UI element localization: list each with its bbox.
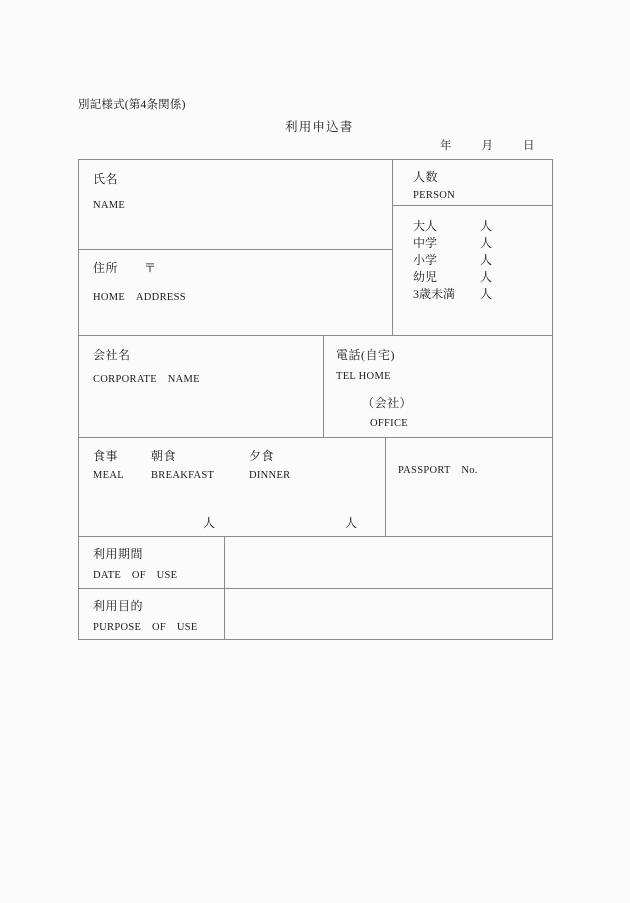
name-label-en: NAME [93, 200, 126, 211]
date-of-use-label-en: DATE OF USE [93, 570, 178, 581]
purpose-of-use-label-jp: 利用目的 [93, 599, 144, 613]
cell-address[interactable] [79, 250, 393, 336]
cell-person-header [393, 160, 553, 206]
cell-date-of-use-label [79, 537, 225, 589]
form-code: 別記様式(第4条関係) [78, 99, 186, 111]
person-label-en: PERSON [413, 190, 456, 201]
date-month-label: 月 [481, 140, 493, 152]
application-table [78, 159, 553, 640]
person-count-unit: 人 [480, 270, 493, 284]
person-count-label: 中学 [413, 236, 438, 250]
tel-office-label-en: OFFICE [370, 418, 408, 429]
tel-home-label-en: TEL HOME [336, 371, 391, 382]
dinner-label-en: DINNER [249, 470, 291, 481]
meal-label-en: MEAL [93, 470, 124, 481]
meal-label-jp: 食事 [93, 449, 119, 463]
postal-mark: 〒 [144, 261, 157, 275]
breakfast-unit: 人 [203, 516, 216, 530]
page-title: 利用申込書 [285, 120, 354, 134]
date-of-use-label-jp: 利用期間 [93, 547, 144, 561]
corporate-label-jp: 会社名 [93, 348, 131, 362]
dinner-unit: 人 [345, 516, 358, 530]
cell-corporate-name[interactable] [79, 336, 324, 438]
person-count-unit: 人 [480, 236, 493, 250]
date-year-label: 年 [440, 140, 452, 152]
person-label-jp: 人数 [413, 170, 439, 184]
address-label-jp: 住所 [93, 261, 119, 275]
date-day-label: 日 [523, 140, 535, 152]
date-line [440, 137, 535, 153]
person-count-label: 幼児 [413, 270, 438, 284]
tel-home-label-jp: 電話(自宅) [336, 348, 395, 362]
cell-date-of-use-value[interactable] [225, 537, 553, 589]
person-count-unit: 人 [480, 219, 493, 233]
person-count-label: 大人 [413, 219, 438, 233]
passport-label: PASSPORT No. [398, 465, 478, 476]
corporate-label-en: CORPORATE NAME [93, 374, 200, 385]
person-count-unit: 人 [480, 253, 493, 267]
person-count-label: 3歳未満 [413, 287, 456, 301]
cell-person-counts[interactable] [393, 206, 553, 336]
breakfast-label-en: BREAKFAST [151, 470, 215, 481]
cell-telephone[interactable] [324, 336, 553, 438]
name-label-jp: 氏名 [93, 172, 119, 186]
cell-purpose-of-use-label [79, 589, 225, 640]
person-count-label: 小学 [413, 253, 438, 267]
cell-purpose-of-use-value[interactable] [225, 589, 553, 640]
purpose-of-use-label-en: PURPOSE OF USE [93, 622, 198, 633]
tel-office-label-jp: （会社） [362, 396, 413, 410]
person-count-unit: 人 [480, 287, 493, 301]
dinner-label-jp: 夕食 [249, 449, 275, 463]
cell-name[interactable] [79, 160, 393, 250]
breakfast-label-jp: 朝食 [151, 449, 177, 463]
cell-meal[interactable] [79, 438, 386, 537]
address-label-en: HOME ADDRESS [93, 292, 186, 303]
cell-passport[interactable] [386, 438, 553, 537]
